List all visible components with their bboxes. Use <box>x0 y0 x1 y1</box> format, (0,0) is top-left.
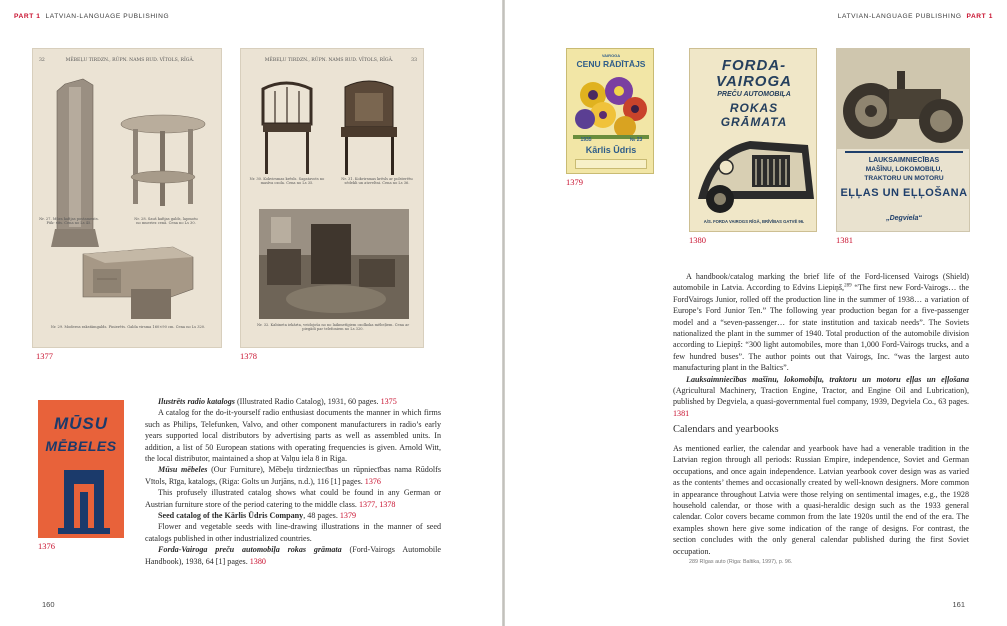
cover-address-box <box>575 159 647 169</box>
cover-title-line3: PREČU AUTOMOBIĻA <box>717 91 791 98</box>
running-header-left: PART 1 LATVIAN-LANGUAGE PUBLISHING <box>14 13 170 20</box>
entry-lauksaimniecibas: Lauksaimniecības mašīnu, lokomobiļu, traktoru un motoru eļļas un eļļošana (Agricultural Machinery, Traction Engine, Tractor, and Engine Oil and Lubrication), published by Degviela, a quasi-governmental fuel company, 1939, Degviela Co., 63 pages. 1381 <box>673 374 969 418</box>
figure-1378-catalog-page <box>240 48 424 348</box>
ref-1377-1378[interactable]: 1377, 1378 <box>358 499 396 509</box>
ref-1379[interactable]: 1379 <box>339 511 357 521</box>
furniture-illustrations <box>33 49 222 348</box>
left-page <box>0 0 502 626</box>
right-body-text-lower <box>673 443 969 557</box>
figure-number-1381: 1381 <box>836 235 853 245</box>
figure-1376-cover <box>38 400 124 538</box>
right-page <box>505 0 1007 626</box>
cover-footer: „Degviela“ <box>886 215 922 222</box>
caption-32: Nr. 32. Kabineta iekārta, veidojoša no no laikmetīgiem ozolkoka mēbeļiem. Cena ar piegādi par telefoniem no Ls 320. <box>256 323 410 332</box>
cover-title-line2: VAIROGA <box>716 73 792 90</box>
cover-title-line2: MĒBELES <box>45 438 117 454</box>
entry-seed-catalog: Seed catalog of the Kārlis Ūdris Company, 48 pages. 1379 <box>158 511 357 521</box>
running-header-right: LATVIAN-LANGUAGE PUBLISHING PART 1 <box>837 13 993 20</box>
caption-27: Nr. 27. Mūra kafijas postaments. Pūk- sīts. Cena no Ls 45. <box>39 217 99 226</box>
entry-radio-catalog: Ilustrēts radio katalogs (Illustrated Radio Catalog), 1931, 60 pages. 1375 <box>158 397 397 406</box>
ref-1375[interactable]: 1375 <box>380 397 397 406</box>
tractor-illustration <box>837 49 970 232</box>
cover-year: 1935 <box>580 137 592 143</box>
page-number-left: 160 <box>42 600 55 609</box>
ref-1381[interactable]: 1381 <box>673 408 690 418</box>
section-heading-calendars: Calendars and yearbooks <box>673 424 779 435</box>
catalog-page-header: MĒBEĻU TIRDZN., RŪPN. NAMS RUD. VĪTOLS, RĪGĀ. 33 <box>264 58 417 63</box>
figure-number-1376: 1376 <box>38 541 55 551</box>
figure-number-1379: 1379 <box>566 177 583 187</box>
page-number-right: 161 <box>952 600 965 609</box>
ref-1376[interactable]: 1376 <box>364 476 381 486</box>
catalog-page-header: 32 MĒBEĻU TIRDZN., RŪPN. NAMS RUD. VĪTOLS, RĪGĀ. <box>39 58 195 63</box>
car-illustration <box>690 49 817 232</box>
figure-number-1377: 1377 <box>36 351 53 361</box>
figure-1379-cover <box>566 48 654 174</box>
cover-title-line5: GRĀMATA <box>720 115 788 129</box>
pansy-flowers-illustration <box>567 49 654 174</box>
seed-catalog-description: Flower and vegetable seeds with line-drawing illustrations in the manner of seed catalogs published in other industrialized countries. <box>145 522 441 543</box>
footnote-marker-289[interactable]: 289 <box>844 283 852 289</box>
cover-footer: A/S. FORDA VAIROGS RĪGĀ, BRĪVĪBAS GATVĒ 96. <box>703 219 805 224</box>
cover-title-line3: TRAKTORU UN MOTORU <box>864 175 944 182</box>
calendars-paragraph: As mentioned earlier, the calendar and yearbook have had a venerable tradition in the Latvian region through all periods: Russian Empire, independence, Soviet and German occupations, and once again independence. Latvian yearbook cover design was as varied as the contents’ themes and occasionally created by well-known designers. More common in appearance throughout Latvia were those relying on sentimental images, e.g., the 1928 household calendar, or those with a quasi-heraldic design such as the 1933 general calendar. Color covers became common from the late 1920s until the end of the era. The examples shown here give some indication of the range of designs. For contrast, the section concludes with the only general calendar published during the first Soviet occupation. <box>673 444 969 556</box>
cover-title-line1: MŪSU <box>53 414 109 433</box>
caption-29: Nr. 29. Moderns rakstāmgalds. Finierēts. Galda virsma 160×90 cm. Cena no Ls 320. <box>50 325 206 329</box>
radio-catalog-description: A catalog for the do-it-yourself radio enthusiast documents the manner in which firms such as Philips, Telefunken, Valvo, and other component manufacturers in radio’s early years supported local distributors by advertising parts as well as assembled units. In addition, a list of 50 European stations with operating frequencies is given. Arnold Witt, the local distributor, maintained a shop at Valņu iela 8 in Riga. <box>145 408 441 464</box>
ref-1380[interactable]: 1380 <box>249 556 266 566</box>
caption-30: Nr. 30. Kokvirsmas krēsls. Sagatavots no masīva ozola. Cena no Ls 35. <box>249 177 325 186</box>
cover-title: CENU RĀDĪTĀJS <box>576 59 646 69</box>
figure-1377-catalog-page <box>32 48 222 348</box>
figure-1381-cover <box>836 48 970 232</box>
cover-title-line1: LAUKSAIMNIECĪBAS <box>868 157 940 164</box>
cover-name: Kārlis Ūdris <box>585 145 637 155</box>
cover-title-line4: EĻĻAS UN EĻĻOŠANA <box>840 187 968 199</box>
figure-number-1378: 1378 <box>240 351 257 361</box>
cover-title-line2: MAŠĪNU, LOKOMOBIĻU, <box>865 166 943 173</box>
entry-forda-vairoga: Forda-Vairoga preču automobiļa rokas grāmata (Ford-Vairogs Automobile Handbook), 1938, 64 [1] pages. 1380 <box>145 545 441 566</box>
caption-28: Nr. 28. Sauš kafijas galds, lapmotu no mueriez cenā. Cena no Ls 30. <box>134 217 198 226</box>
footnote-289: 289 Rīgas auto (Riga: Baltika, 1997), p. 96. <box>689 559 793 565</box>
entry-musu-mebeles: Mūsu mēbeles (Our Furniture), Mēbeļu tirdzniecības un rūpniecības nama Rūdolfs Vītols, Rīga, katalogs, (Riga: Golts un Jurjāns, n.d.), 116 [1] pages. 1376 <box>145 465 441 486</box>
figure-1380-cover <box>689 48 817 232</box>
cover-top-text: VAIROGA <box>601 53 621 58</box>
right-body-text-upper <box>673 271 969 419</box>
left-body-text <box>145 396 441 567</box>
chair-and-interior-illustrations <box>241 49 424 348</box>
forda-vairoga-description: A handbook/catalog marking the brief life of the Ford-licensed Vairogs (Shield) automobile in Latvia. According to Edvins Liepiņš,$^{289}$ “The first new Ford-Vairogs… the FordVairogs Junior, rolled off the production line in the summer of 1938… a variation of Europe’s Ford Junior Ten.” The following year production began for a five-passenger model and a “seven-passenger… for state institution and taxicab needs”. The Soviets nationalized the plant in the summer of 1940. Total production of the automobile division according to Liepiņš: “300 light automobiles, more than 1,000 Ford-Vairogs trucks, and a few hundred buses”. The author points out that Vairogs, Inc. “was the largest auto manufacturing plant in the Baltics”. <box>673 272 969 373</box>
musu-mebeles-description: This profusely illustrated catalog shows what could be found in any German or Austrian furniture store of the period catering to the middle class. 1377, 1378 <box>145 488 441 509</box>
cover-title-line1: FORDA- <box>721 57 787 74</box>
cover-issue: № 23 <box>629 137 643 143</box>
figure-number-1380: 1380 <box>689 235 706 245</box>
cover-title-line4: ROKAS <box>729 101 779 115</box>
caption-31: Nr. 31. Kokvirsmas krēsls ar polsterētu sēdekli un atzveltni. Cena no Ls 36. <box>341 177 413 186</box>
